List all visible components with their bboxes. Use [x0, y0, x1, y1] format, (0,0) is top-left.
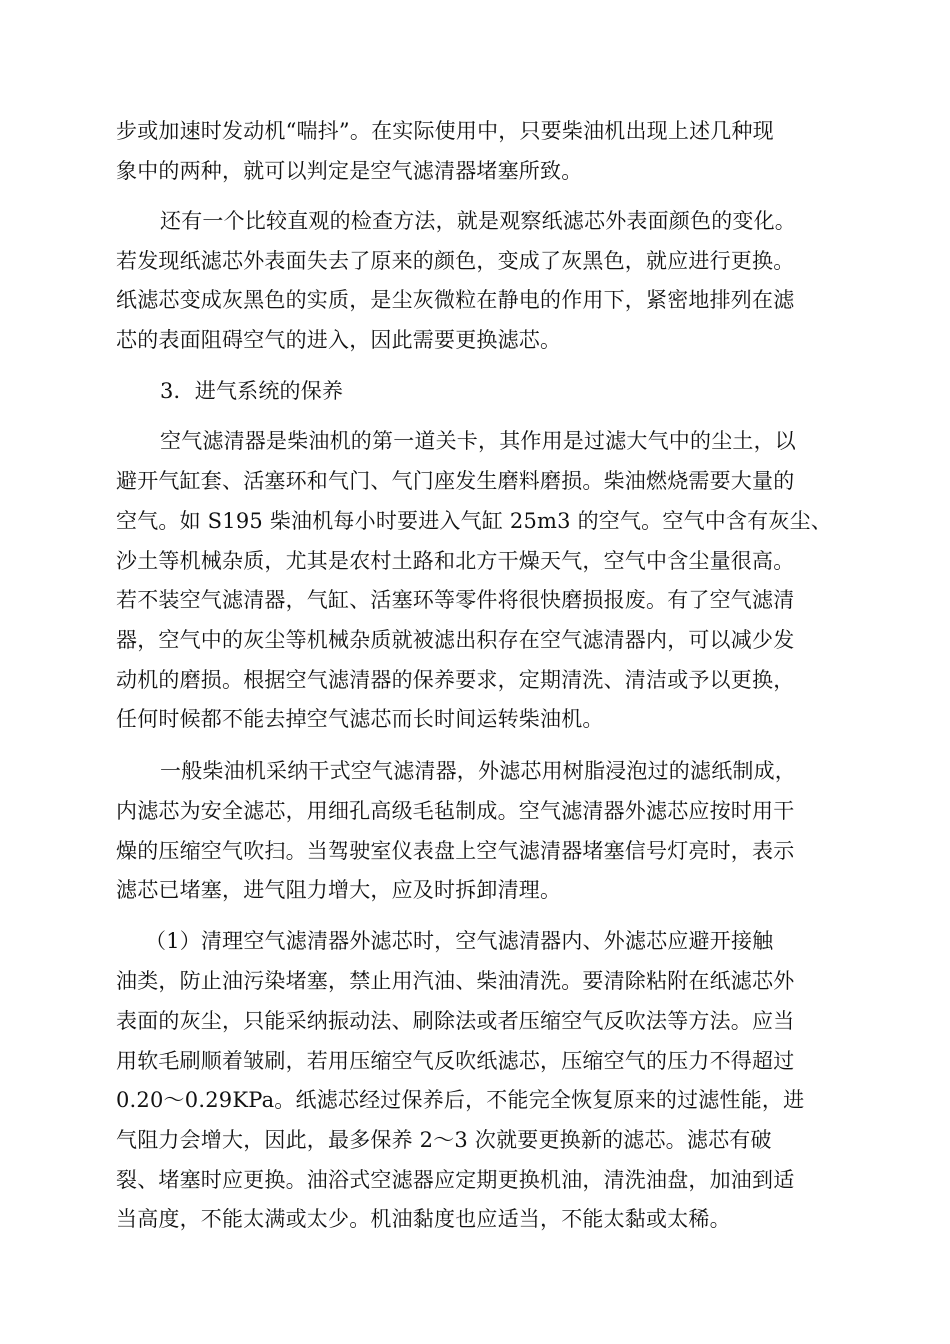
paragraph-line: 若发现纸滤芯外表面失去了原来的颜色，变成了灰黑色，就应进行更换。: [116, 249, 795, 273]
paragraph-line: 表面的灰尘，只能采纳振动法、刷除法或者压缩空气反吹法等方法。应当: [116, 1009, 795, 1033]
paragraph-line: 油类，防止油污染堵塞，禁止用汽油、柴油清洗。要清除粘附在纸滤芯外: [116, 969, 795, 993]
paragraph-line: 用软毛刷顺着皱刷，若用压缩空气反吹纸滤芯，压缩空气的压力不得超过: [116, 1049, 795, 1073]
paragraph-line: 空气滤清器是柴油机的第一道关卡，其作用是过滤大气中的尘土，以: [160, 429, 796, 453]
paragraph-line: 内滤芯为安全滤芯，用细孔高级毛毡制成。空气滤清器外滤芯应按时用干: [116, 799, 795, 823]
paragraph-line: 还有一个比较直观的检查方法，就是观察纸滤芯外表面颜色的变化。: [160, 209, 796, 233]
paragraph-line: 纸滤芯变成灰黑色的实质，是尘灰微粒在静电的作用下，紧密地排列在滤: [116, 288, 795, 312]
paragraph-line: 任何时候都不能去掉空气滤芯而长时间运转柴油机。: [116, 707, 604, 731]
list-item-line: （1）清理空气滤清器外滤芯时，空气滤清器内、外滤芯应避开接触: [145, 929, 774, 953]
paragraph-line: 滤芯已堵塞，进气阻力增大，应及时拆卸清理。: [116, 878, 562, 902]
paragraph-line: 动机的磨损。根据空气滤清器的保养要求，定期清洗、清洁或予以更换，: [116, 668, 795, 692]
paragraph-line: 0.20～0.29KPa。纸滤芯经过保养后，不能完全恢复原来的过滤性能，进: [116, 1088, 805, 1112]
paragraph-line: 气阻力会增大，因此，最多保养 2～3 次就要更换新的滤芯。滤芯有破: [116, 1128, 772, 1152]
paragraph-line: 步或加速时发动机“喘抖”。在实际使用中，只要柴油机出现上述几种现: [116, 119, 774, 143]
paragraph-line: 空气。如 S195 柴油机每小时要进入气缸 25m3 的空气。空气中含有灰尘、: [116, 509, 832, 533]
paragraph-line: 若不装空气滤清器，气缸、活塞环等零件将很快磨损报废。有了空气滤清: [116, 588, 795, 612]
paragraph-line: 燥的压缩空气吹扫。当驾驶室仪表盘上空气滤清器堵塞信号灯亮时，表示: [116, 839, 795, 863]
paragraph-line: 象中的两种，就可以判定是空气滤清器堵塞所致。: [116, 159, 583, 183]
paragraph-line: 裂、堵塞时应更换。油浴式空滤器应定期更换机油，清洗油盘，加油到适: [116, 1168, 795, 1192]
paragraph-line: 芯的表面阻碍空气的进入，因此需要更换滤芯。: [116, 328, 562, 352]
paragraph-line: 沙土等机械杂质，尤其是农村土路和北方干燥天气，空气中含尘量很高。: [116, 549, 795, 573]
section-heading: 3．进气系统的保养: [160, 379, 344, 403]
paragraph-line: 避开气缸套、活塞环和气门、气门座发生磨料磨损。柴油燃烧需要大量的: [116, 469, 795, 493]
paragraph-line: 一般柴油机采纳干式空气滤清器，外滤芯用树脂浸泡过的滤纸制成，: [160, 759, 796, 783]
paragraph-line: 当高度，不能太满或太少。机油黏度也应适当，不能太黏或太稀。: [116, 1207, 731, 1231]
paragraph-line: 器，空气中的灰尘等机械杂质就被滤出积存在空气滤清器内，可以减少发: [116, 628, 795, 652]
